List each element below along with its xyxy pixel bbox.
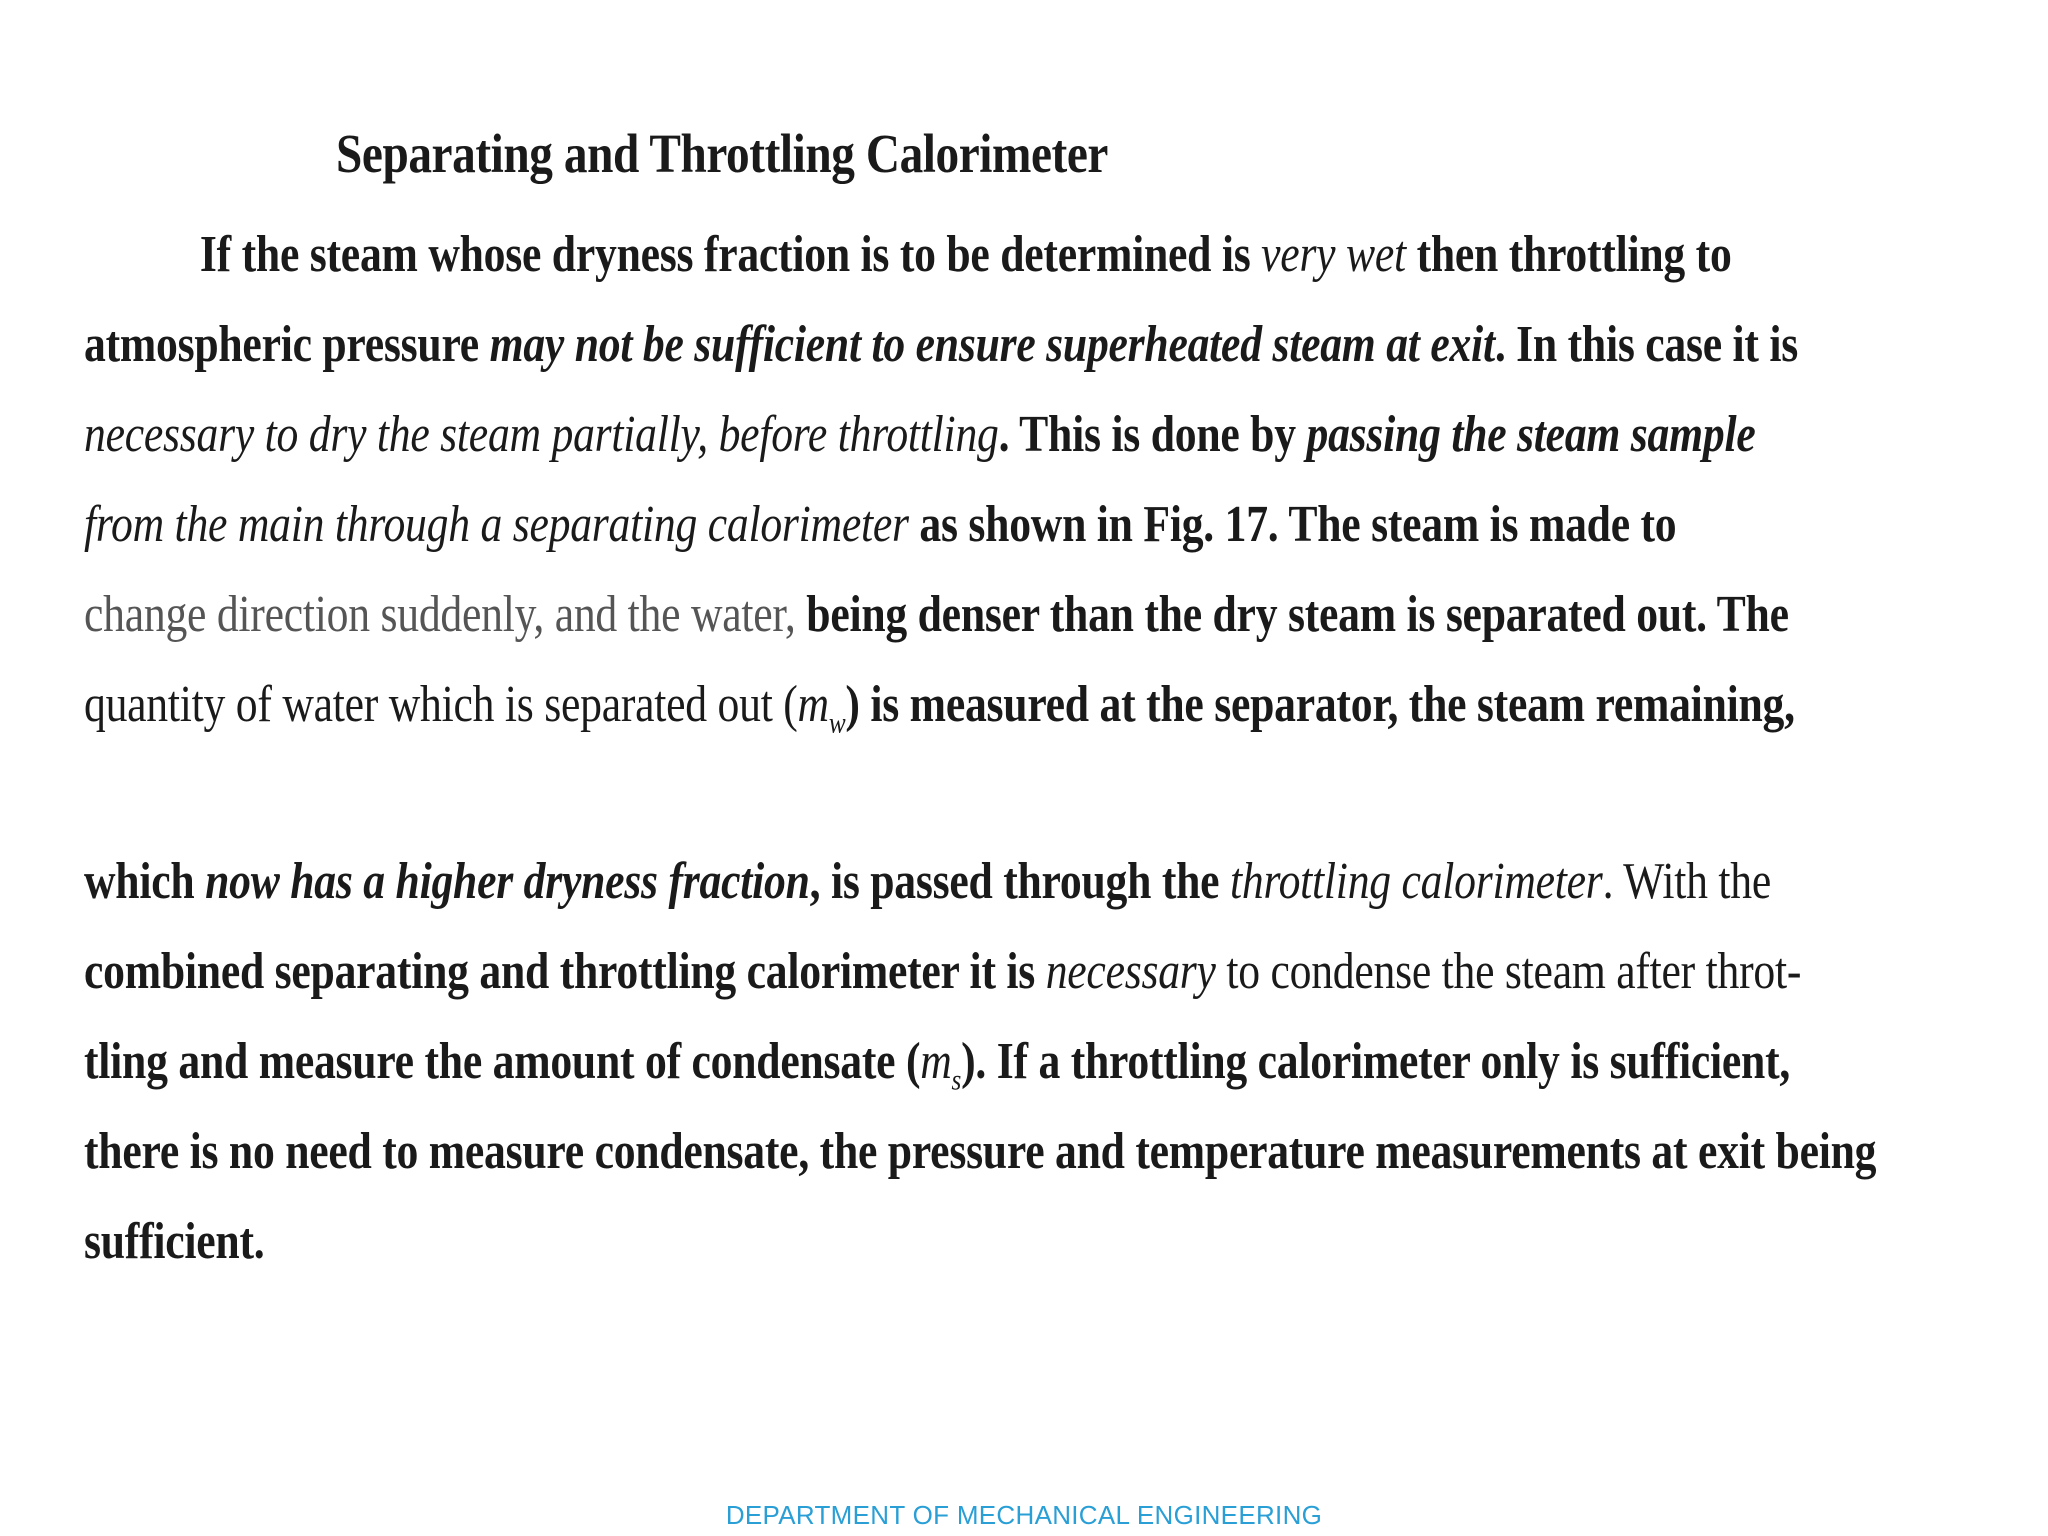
math-subscript: s xyxy=(951,1063,962,1097)
scanned-page-image xyxy=(84,80,2014,1300)
text-run: . This is done by xyxy=(998,406,1307,463)
text-run: , is passed through the xyxy=(809,853,1230,910)
paragraph-2-line-4: there is no need to measure condensate, the pressure and temperature measurements at exit being xyxy=(84,1123,1877,1180)
paragraph-2-line-5: sufficient. xyxy=(84,1213,265,1270)
math-symbol: m xyxy=(920,1033,952,1090)
text-run: change direction suddenly, and the water, xyxy=(84,586,807,643)
text-run: as shown in Fig. 17. The steam is made to xyxy=(908,496,1677,553)
text-run: ) is measured at the separator, the steam remaining, xyxy=(845,676,1795,733)
text-run: atmospheric pressure xyxy=(84,316,490,373)
text-run-italic: necessary to dry the steam partially, before throttling xyxy=(84,406,999,463)
text-run-italic: very wet xyxy=(1261,226,1406,283)
footer-department-label: DEPARTMENT OF MECHANICAL ENGINEERING xyxy=(725,1500,1323,1530)
text-run: to condense the steam after throt- xyxy=(1215,943,1802,1000)
text-run: . In this case it is xyxy=(1494,316,1799,373)
paragraph-2-line-2 xyxy=(84,927,1802,1017)
text-run: which xyxy=(84,853,206,910)
paragraph-1 xyxy=(84,210,2014,750)
text-run: combined separating and throttling calorimeter it is xyxy=(84,943,1046,1000)
text-run-italic: now has a higher dryness fraction xyxy=(205,853,810,910)
paragraph-1-line-2 xyxy=(84,300,1799,390)
text-run: tling and measure the amount of condensate ( xyxy=(84,1033,921,1090)
text-run: quantity of water which is separated out ( xyxy=(84,676,798,733)
paragraph-2-line-1 xyxy=(84,837,1771,927)
paragraph-1-line-6 xyxy=(84,660,1795,750)
paragraph-2 xyxy=(84,837,1964,1287)
text-run: ). If a throttling calorimeter only is sufficient, xyxy=(961,1033,1791,1090)
math-symbol: m xyxy=(797,676,829,733)
text-run-italic: necessary xyxy=(1045,943,1216,1000)
text-run-italic: passing the steam sample xyxy=(1306,406,1756,463)
text-run-italic: throttling calorimeter xyxy=(1229,853,1603,910)
paragraph-1-line-5 xyxy=(84,570,1789,660)
text-run: then throttling to xyxy=(1405,226,1732,283)
text-run: being denser than the dry steam is separated out. The xyxy=(806,586,1789,643)
paragraph-1-line-3 xyxy=(84,390,1756,480)
text-run-italic: may not be sufficient to ensure superheated steam at exit xyxy=(489,316,1495,373)
text-run-italic: from the main through a separating calorimeter xyxy=(84,496,909,553)
text-run: If the steam whose dryness fraction is to be determined is xyxy=(199,226,1262,283)
text-run: . With the xyxy=(1602,853,1771,910)
paragraph-1-line-1 xyxy=(84,210,1732,300)
section-heading: Separating and Throttling Calorimeter xyxy=(336,123,1108,184)
math-subscript: w xyxy=(828,706,846,740)
paragraph-2-line-3 xyxy=(84,1017,1791,1107)
paragraph-1-line-4 xyxy=(84,480,1705,570)
